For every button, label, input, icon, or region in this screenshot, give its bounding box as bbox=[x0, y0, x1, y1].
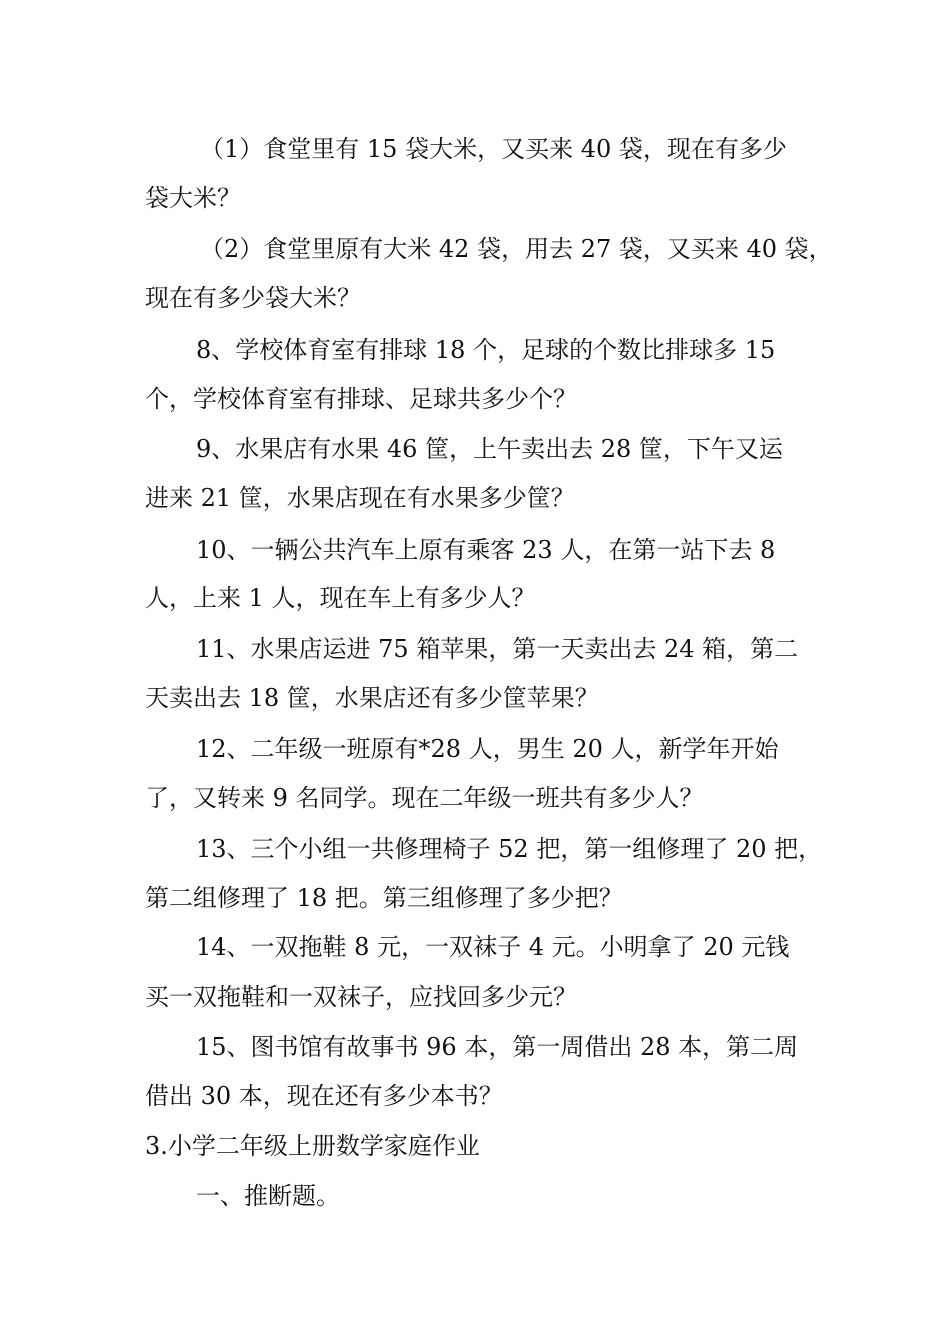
paragraph-line: 借出 30 本，现在还有多少本书？ bbox=[145, 1082, 503, 1110]
paragraph-line: 了，又转来 9 名同学。现在二年级一班共有多少人？ bbox=[145, 784, 704, 812]
paragraph-line: 9、水果店有水果 46 筐，上午卖出去 28 筐，下午又运 bbox=[196, 435, 783, 463]
paragraph-line: 14、一双拖鞋 8 元，一双袜子 4 元。小明拿了 20 元钱 bbox=[196, 933, 790, 961]
subheading: 一、推断题。 bbox=[196, 1182, 340, 1210]
paragraph-line: 人，上来 1 人，现在车上有多少人？ bbox=[145, 584, 536, 612]
paragraph-line: 现在有多少袋大米？ bbox=[145, 284, 361, 312]
paragraph-line: 15、图书馆有故事书 96 本，第一周借出 28 本，第二周 bbox=[196, 1033, 799, 1061]
paragraph-line: 8、学校体育室有排球 18 个，足球的个数比排球多 15 bbox=[196, 336, 776, 364]
paragraph-line: （2）食堂里原有大米 42 袋，用去 27 袋，又买来 40 袋， bbox=[200, 235, 833, 263]
paragraph-line: 第二组修理了 18 把。第三组修理了多少把？ bbox=[145, 884, 623, 912]
paragraph-line: 12、二年级一班原有*28 人，男生 20 人，新学年开始 bbox=[196, 735, 779, 763]
paragraph-line: 进来 21 筐，水果店现在有水果多少筐？ bbox=[145, 484, 575, 512]
paragraph-line: 天卖出去 18 筐，水果店还有多少筐苹果？ bbox=[145, 684, 599, 712]
section-heading: 3.小学二年级上册数学家庭作业 bbox=[145, 1132, 480, 1160]
paragraph-line: 买一双拖鞋和一双袜子，应找回多少元？ bbox=[145, 983, 577, 1011]
paragraph-line: 袋大米？ bbox=[145, 184, 241, 212]
paragraph-line: 10、一辆公共汽车上原有乘客 23 人，在第一站下去 8 bbox=[196, 536, 776, 564]
paragraph-line: 11、水果店运进 75 箱苹果，第一天卖出去 24 箱，第二 bbox=[196, 635, 799, 663]
paragraph-line: 个，学校体育室有排球、足球共多少个？ bbox=[145, 385, 577, 413]
paragraph-line: （1）食堂里有 15 袋大米，又买来 40 袋，现在有多少 bbox=[200, 135, 787, 163]
paragraph-line: 13、三个小组一共修理椅子 52 把，第一组修理了 20 把， bbox=[196, 835, 823, 863]
